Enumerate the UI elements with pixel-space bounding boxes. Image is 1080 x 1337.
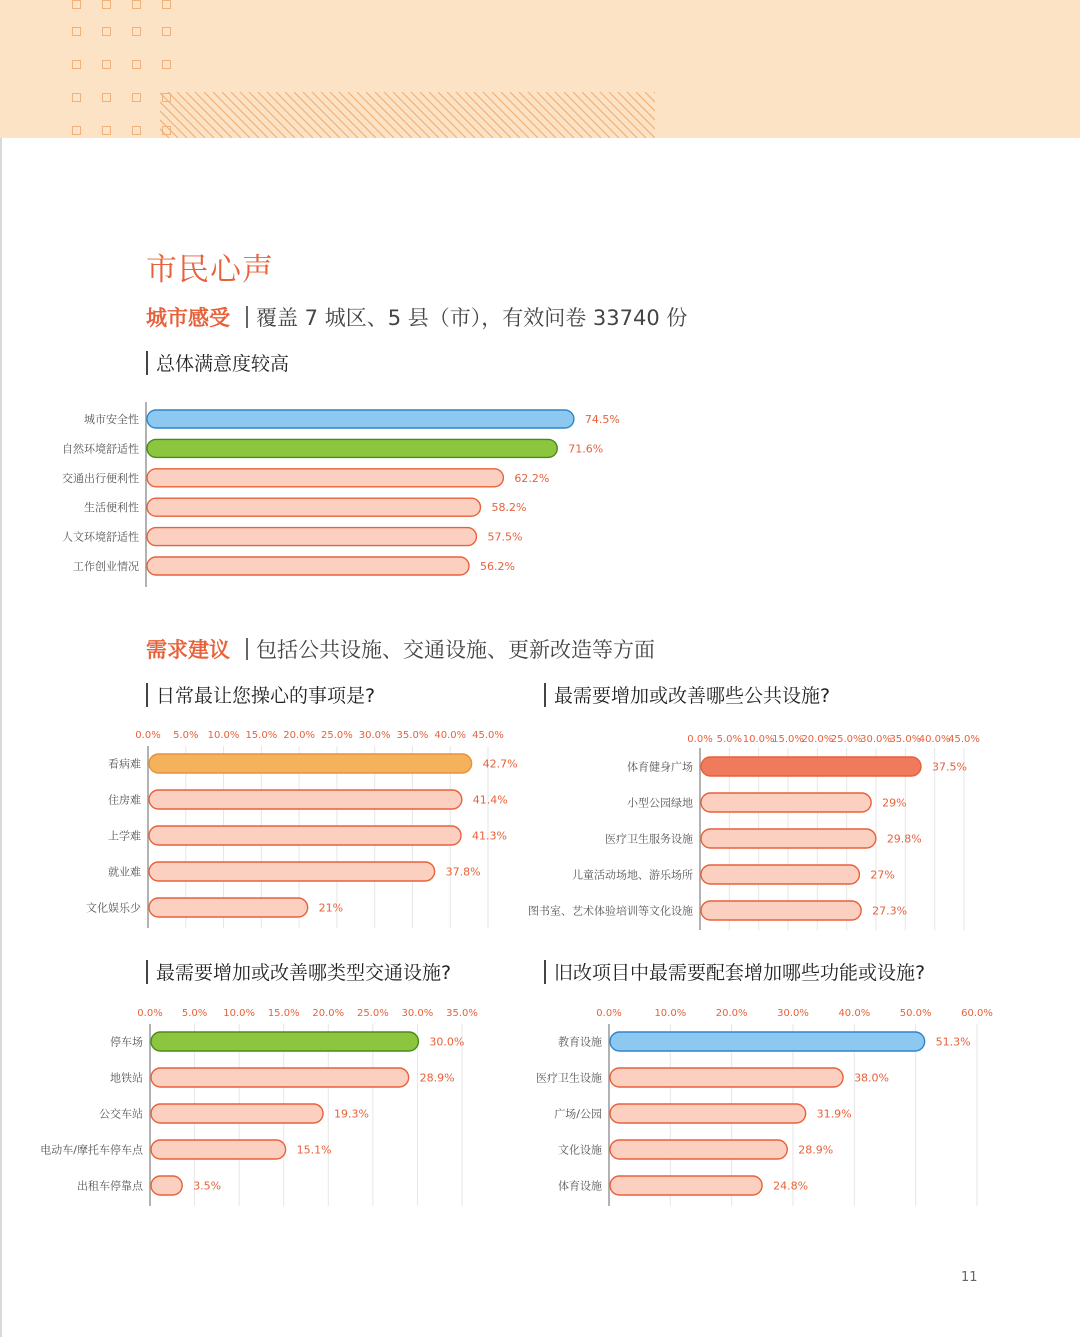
hatch-line [168,92,214,138]
category-label: 文化娱乐少 [86,901,141,915]
hatch-line [267,92,313,138]
title-marker [146,960,148,984]
hatch-line [231,92,277,138]
hatch-line [528,92,574,138]
hatch-line [492,92,538,138]
value-label: 42.7% [482,757,518,771]
decorative-hatch-pattern [160,92,655,138]
bar [701,793,871,812]
decorative-square [72,126,81,135]
hatch-line [249,92,295,138]
bar [147,469,503,487]
hatch-line [330,92,376,138]
category-label: 文化设施 [558,1143,602,1157]
axis-tick-label: 25.0% [356,1008,389,1019]
decorative-square [132,60,141,69]
axis-tick-label: 5.0% [181,1008,208,1019]
axis-tick-label: 60.0% [961,1008,993,1019]
value-label: 15.1% [296,1143,332,1157]
hatch-line [591,92,637,138]
section-title: 需求建议 [146,638,230,662]
hatch-line [393,92,439,138]
axis-tick-label: 10.0% [742,734,775,745]
hatch-line [213,92,259,138]
bar [701,901,861,920]
chart-title-renovation-facilities: 旧改项目中最需要配套增加哪些功能或设施? [544,958,925,985]
hatch-line [348,92,394,138]
axis-tick-label: 20.0% [312,1008,345,1019]
axis-tick-label: 40.0% [838,1008,871,1019]
decorative-square [132,0,141,9]
hatch-line [402,92,448,138]
hatch-line [384,92,430,138]
axis-tick-label: 25.0% [320,730,353,741]
satisfaction-chart [0,402,700,592]
decorative-square [72,0,81,9]
axis-tick-label: 45.0% [948,734,980,745]
bar [610,1140,787,1159]
hatch-line [600,92,646,138]
hatch-line [546,92,592,138]
axis-tick-label: 30.0% [777,1008,809,1019]
hatch-line [537,92,583,138]
value-label: 29.8% [886,832,922,846]
hatch-line [654,92,655,138]
hatch-line [195,92,241,138]
axis-tick-label: 30.0% [401,1008,434,1019]
value-label: 57.5% [487,530,523,544]
decorative-square [72,60,81,69]
hatch-line [204,92,250,138]
value-label: 28.9% [798,1143,834,1157]
value-label: 41.3% [472,829,507,843]
decorative-square [72,27,81,36]
category-label: 儿童活动场地、游乐场所 [572,868,693,882]
hatch-line [366,92,412,138]
bar [151,1140,286,1159]
hatch-line [285,92,331,138]
bar [149,898,308,917]
hatch-line [555,92,601,138]
hatch-line [222,92,268,138]
axis-tick-label: 15.0% [772,734,804,745]
bar [147,528,476,546]
hatch-line [357,92,403,138]
decorative-square [102,27,111,36]
chart-title-transport-facilities: 最需要增加或改善哪类型交通设施? [146,958,451,985]
category-label: 体育健身广场 [627,760,693,774]
hatch-line [564,92,610,138]
axis-tick-label: 5.0% [173,730,199,741]
hatch-line [510,92,556,138]
category-label: 停车场 [110,1035,143,1049]
bar [610,1068,843,1087]
category-label: 城市安全性 [84,413,139,426]
axis-tick-label: 10.0% [207,730,240,741]
axis-tick-label: 5.0% [716,734,743,745]
value-label: 21% [318,901,344,915]
bar [610,1104,806,1123]
value-label: 71.6% [568,442,604,456]
value-label: 62.2% [514,471,550,485]
value-label: 41.4% [472,793,508,807]
hatch-line [447,92,493,138]
hatch-line [186,92,232,138]
value-label: 37.5% [932,760,967,774]
hatch-line [501,92,547,138]
chart-title-daily-concerns: 日常最让您操心的事项是? [146,681,375,708]
bar [147,410,574,428]
axis-tick-label: 20.0% [715,1008,748,1019]
axis-tick-label: 0.0% [135,730,161,741]
decorative-square [132,27,141,36]
chart-title-satisfaction: 总体满意度较高 [146,349,289,376]
hatch-line [582,92,628,138]
renovation-facilities-chart [520,1000,1080,1210]
hatch-line [375,92,421,138]
hatch-line [474,92,520,138]
value-label: 28.9% [419,1071,455,1085]
hatch-line [465,92,511,138]
value-label: 30.0% [429,1035,465,1049]
category-label: 教育设施 [558,1035,602,1049]
hatch-line [321,92,367,138]
decorative-square [102,93,111,102]
bar [149,826,461,845]
value-label: 38.0% [854,1071,890,1085]
bar [701,865,859,884]
value-label: 19.3% [334,1107,369,1121]
chart-title-public-facilities: 最需要增加或改善哪些公共设施? [544,681,830,708]
title-marker [146,683,148,707]
separator [246,306,248,328]
bar [147,439,557,457]
value-label: 31.9% [816,1107,852,1121]
hatch-line [339,92,385,138]
category-label: 电动车/摩托车停车点 [40,1143,143,1157]
value-label: 24.8% [773,1179,809,1193]
hatch-line [312,92,358,138]
category-label: 人文环境舒适性 [62,530,139,544]
axis-tick-label: 30.0% [358,730,391,741]
page-number: 11 [961,1270,978,1285]
hatch-line [411,92,457,138]
category-label: 医疗卫生服务设施 [605,832,693,846]
axis-tick-label: 35.0% [396,730,429,741]
separator [246,638,248,660]
page-title: 市民心声 [146,252,274,288]
hatch-line [456,92,502,138]
value-label: 51.3% [935,1035,971,1049]
bar [149,862,435,881]
axis-tick-label: 10.0% [223,1008,256,1019]
decorative-square [102,60,111,69]
decorative-square [72,93,81,102]
bar [701,829,876,848]
public-facilities-chart [520,722,1080,932]
hatch-line [429,92,475,138]
hatch-line [240,92,286,138]
hatch-line [438,92,484,138]
section-header-city-feeling [146,302,687,332]
value-label: 74.5% [584,413,620,426]
category-label: 工作创业情况 [73,560,139,573]
title-marker [544,960,546,984]
hatch-line [276,92,322,138]
hatch-line [420,92,466,138]
category-label: 体育设施 [558,1179,602,1193]
category-label: 医疗卫生设施 [536,1071,602,1085]
hatch-line [177,92,223,138]
decorative-square [162,0,171,9]
axis-tick-label: 35.0% [889,734,922,745]
category-label: 广场/公园 [554,1107,602,1121]
axis-tick-label: 20.0% [283,730,316,741]
category-label: 自然环境舒适性 [62,442,139,456]
category-label: 图书室、艺术体验培训等文化设施 [528,904,693,918]
axis-tick-label: 40.0% [434,730,467,741]
axis-tick-label: 35.0% [446,1008,478,1019]
category-label: 地铁站 [110,1071,143,1085]
bar [147,557,469,575]
value-label: 27% [870,868,895,882]
decorative-square [162,27,171,36]
category-label: 住房难 [108,793,141,807]
category-label: 交通出行便利性 [62,471,139,485]
category-label: 公交车站 [99,1107,143,1121]
axis-tick-label: 0.0% [687,734,713,745]
category-label: 就业难 [108,865,141,879]
axis-tick-label: 10.0% [654,1008,687,1019]
title-marker [146,351,148,375]
decorative-square [132,93,141,102]
hatch-line [519,92,565,138]
bar [151,1176,182,1195]
value-label: 56.2% [480,560,515,573]
bar [147,498,480,516]
value-label: 27.3% [872,904,908,918]
axis-tick-label: 30.0% [860,734,892,745]
bar [151,1068,409,1087]
axis-tick-label: 15.0% [267,1008,300,1019]
hatch-line [303,92,349,138]
transport-facilities-chart [0,1000,540,1210]
category-label: 看病难 [108,757,141,771]
axis-tick-label: 45.0% [472,730,504,741]
bar [701,757,921,776]
hatch-line [258,92,304,138]
axis-tick-label: 20.0% [801,734,834,745]
value-label: 3.5% [193,1179,222,1193]
axis-tick-label: 0.0% [596,1008,622,1019]
bar [151,1104,323,1123]
decorative-square [102,0,111,9]
hatch-line [609,92,655,138]
axis-tick-label: 50.0% [899,1008,932,1019]
category-label: 出租车停靠点 [77,1179,143,1193]
axis-tick-label: 0.0% [137,1008,163,1019]
bar [149,754,472,773]
axis-tick-label: 25.0% [830,734,863,745]
hatch-line [483,92,529,138]
category-label: 小型公园绿地 [627,796,693,810]
decorative-square [132,126,141,135]
value-label: 29% [882,796,907,810]
hatch-line [294,92,340,138]
bar [610,1032,925,1051]
bar [149,790,462,809]
value-label: 58.2% [491,501,527,515]
section-header-demand [146,634,655,664]
bar [151,1032,418,1051]
section-description: 包括公共设施、交通设施、更新改造等方面 [256,638,655,662]
hatch-line [160,92,205,138]
category-label: 上学难 [108,829,141,843]
axis-tick-label: 40.0% [918,734,951,745]
hatch-line [573,92,619,138]
bar [610,1176,762,1195]
axis-tick-label: 15.0% [245,730,278,741]
category-label: 生活便利性 [84,501,139,515]
value-label: 37.8% [445,865,481,879]
section-title: 城市感受 [146,306,230,330]
daily-concerns-chart [0,722,540,932]
section-description: 覆盖 7 城区、5 县（市），有效问卷 33740 份 [256,306,688,330]
decorative-square [162,60,171,69]
title-marker [544,683,546,707]
decorative-square [102,126,111,135]
